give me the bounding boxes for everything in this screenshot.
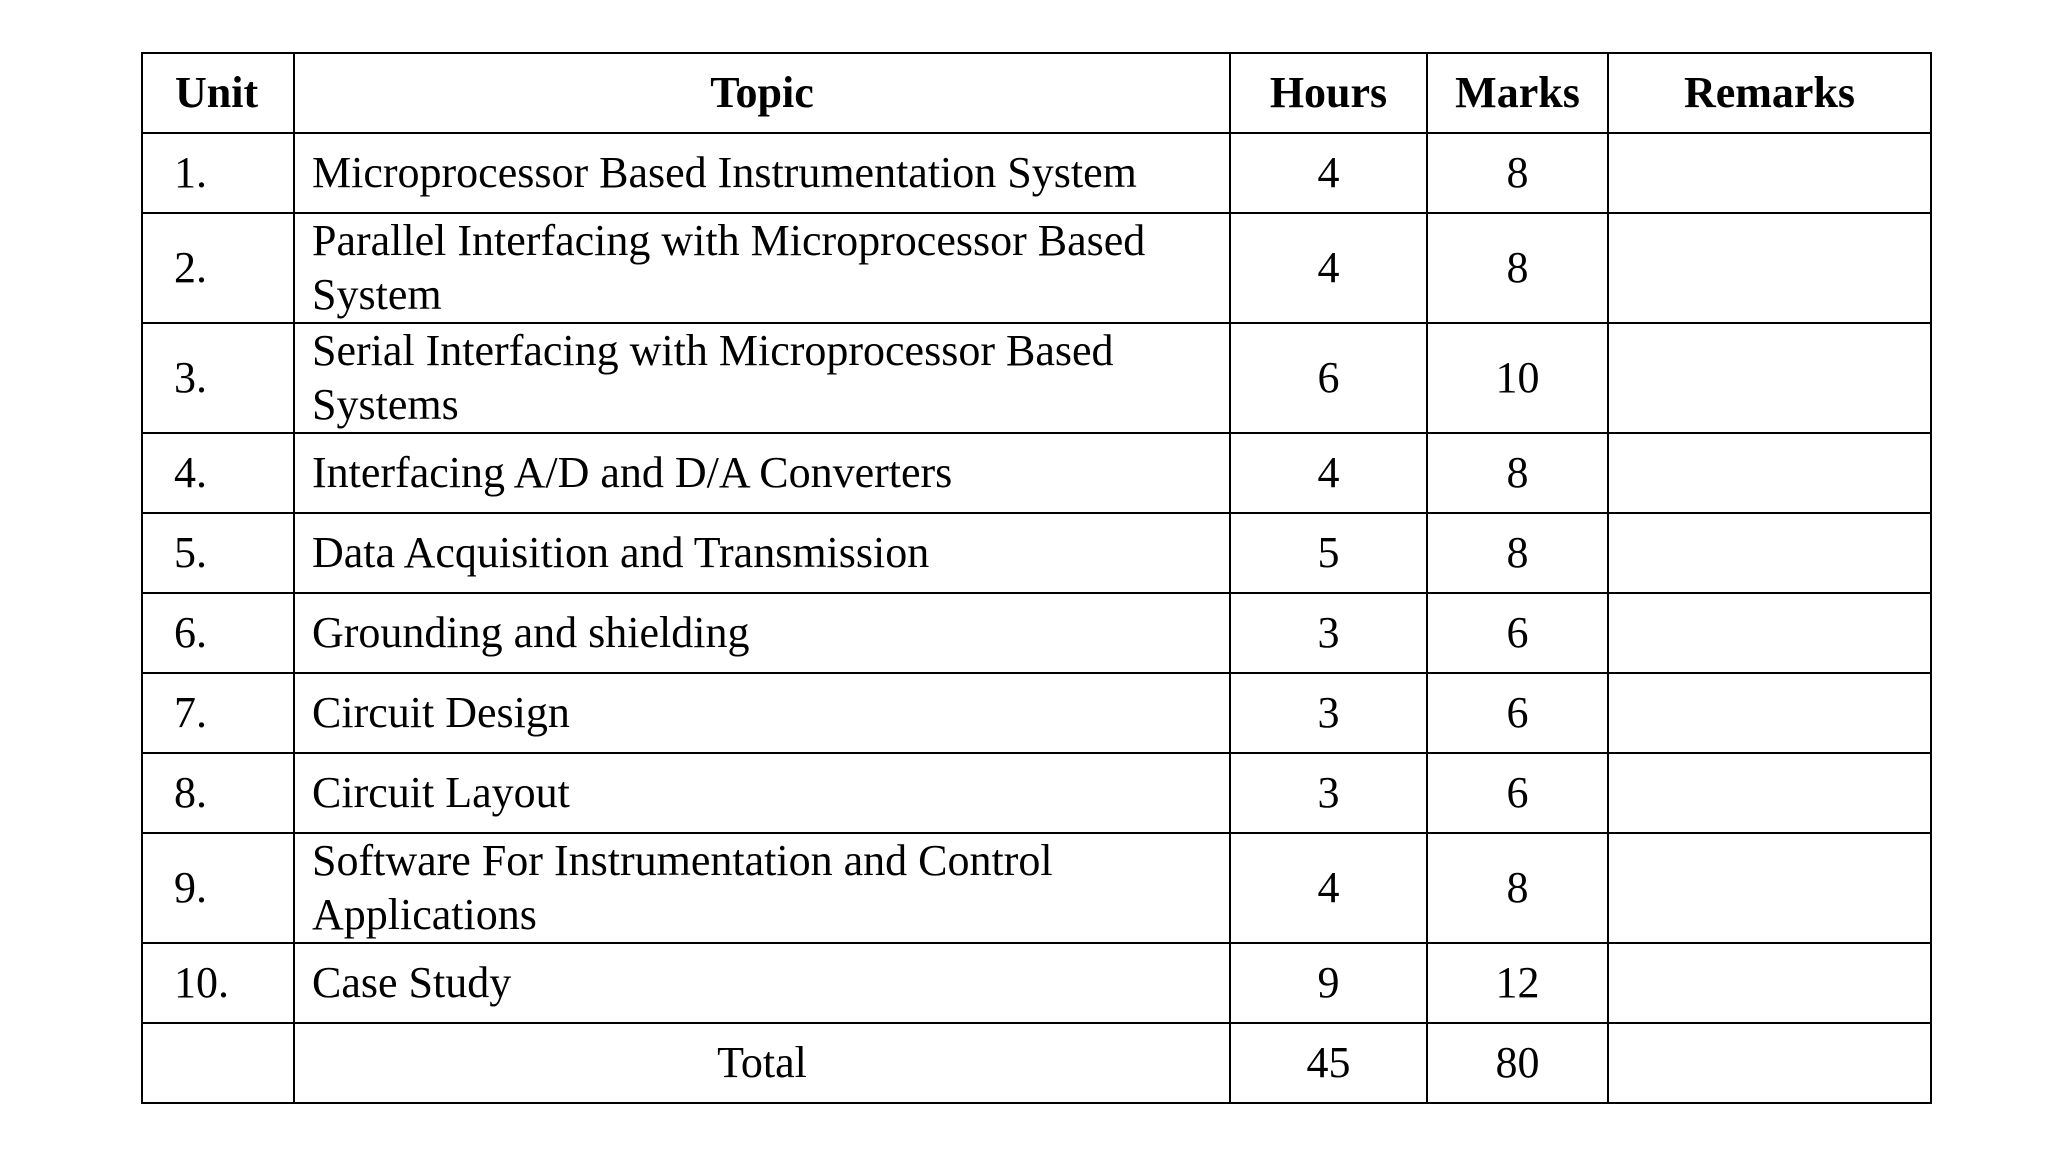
topic-cell: Circuit Layout [294, 753, 1230, 833]
header-row [142, 53, 1931, 133]
marks-cell: 8 [1427, 513, 1608, 593]
topic-cell: Software For Instrumentation and Control Applications [294, 833, 1230, 943]
marks-cell: 8 [1427, 433, 1608, 513]
unit-cell: 5. [142, 513, 294, 593]
remarks-cell [1608, 943, 1931, 1023]
remarks-cell [1608, 433, 1931, 513]
hours-cell: 3 [1230, 753, 1427, 833]
marks-cell: 12 [1427, 943, 1608, 1023]
remarks-cell [1608, 213, 1931, 323]
hours-cell: 3 [1230, 673, 1427, 753]
table-row [142, 833, 1931, 943]
hours-cell: 4 [1230, 833, 1427, 943]
total-label: Total [294, 1023, 1230, 1103]
unit-cell: 7. [142, 673, 294, 753]
remarks-cell [1608, 323, 1931, 433]
hours-cell: 9 [1230, 943, 1427, 1023]
marks-cell: 10 [1427, 323, 1608, 433]
topic-cell: Microprocessor Based Instrumentation System [294, 133, 1230, 213]
header-hours: Hours [1230, 53, 1427, 133]
table-row [142, 213, 1931, 323]
total-row [142, 1023, 1931, 1103]
header-remarks: Remarks [1608, 53, 1931, 133]
topic-cell: Grounding and shielding [294, 593, 1230, 673]
table-row [142, 513, 1931, 593]
unit-cell: 2. [142, 213, 294, 323]
unit-cell: 1. [142, 133, 294, 213]
table-row [142, 433, 1931, 513]
marks-cell: 6 [1427, 753, 1608, 833]
header-topic: Topic [294, 53, 1230, 133]
topic-cell: Circuit Design [294, 673, 1230, 753]
total-hours: 45 [1230, 1023, 1427, 1103]
table-row [142, 593, 1931, 673]
topic-cell: Interfacing A/D and D/A Converters [294, 433, 1230, 513]
topic-cell: Parallel Interfacing with Microprocessor Based System [294, 213, 1230, 323]
total-marks: 80 [1427, 1023, 1608, 1103]
unit-cell: 9. [142, 833, 294, 943]
remarks-cell [1608, 513, 1931, 593]
hours-cell: 4 [1230, 433, 1427, 513]
unit-cell: 4. [142, 433, 294, 513]
remarks-cell [1608, 753, 1931, 833]
syllabus-table [141, 52, 1932, 1104]
unit-cell: 6. [142, 593, 294, 673]
hours-cell: 5 [1230, 513, 1427, 593]
remarks-cell [1608, 673, 1931, 753]
hours-cell: 6 [1230, 323, 1427, 433]
hours-cell: 4 [1230, 133, 1427, 213]
topic-cell: Case Study [294, 943, 1230, 1023]
marks-cell: 6 [1427, 673, 1608, 753]
total-remarks-cell [1608, 1023, 1931, 1103]
marks-cell: 6 [1427, 593, 1608, 673]
topic-cell: Serial Interfacing with Microprocessor Based Systems [294, 323, 1230, 433]
table-row [142, 753, 1931, 833]
header-unit: Unit [142, 53, 294, 133]
remarks-cell [1608, 833, 1931, 943]
table-row [142, 673, 1931, 753]
table-row [142, 133, 1931, 213]
hours-cell: 3 [1230, 593, 1427, 673]
remarks-cell [1608, 593, 1931, 673]
unit-cell: 3. [142, 323, 294, 433]
hours-cell: 4 [1230, 213, 1427, 323]
header-marks: Marks [1427, 53, 1608, 133]
table-row [142, 943, 1931, 1023]
remarks-cell [1608, 133, 1931, 213]
unit-cell: 8. [142, 753, 294, 833]
unit-cell: 10. [142, 943, 294, 1023]
marks-cell: 8 [1427, 213, 1608, 323]
marks-cell: 8 [1427, 133, 1608, 213]
marks-cell: 8 [1427, 833, 1608, 943]
table-row [142, 323, 1931, 433]
total-unit-cell [142, 1023, 294, 1103]
topic-cell: Data Acquisition and Transmission [294, 513, 1230, 593]
